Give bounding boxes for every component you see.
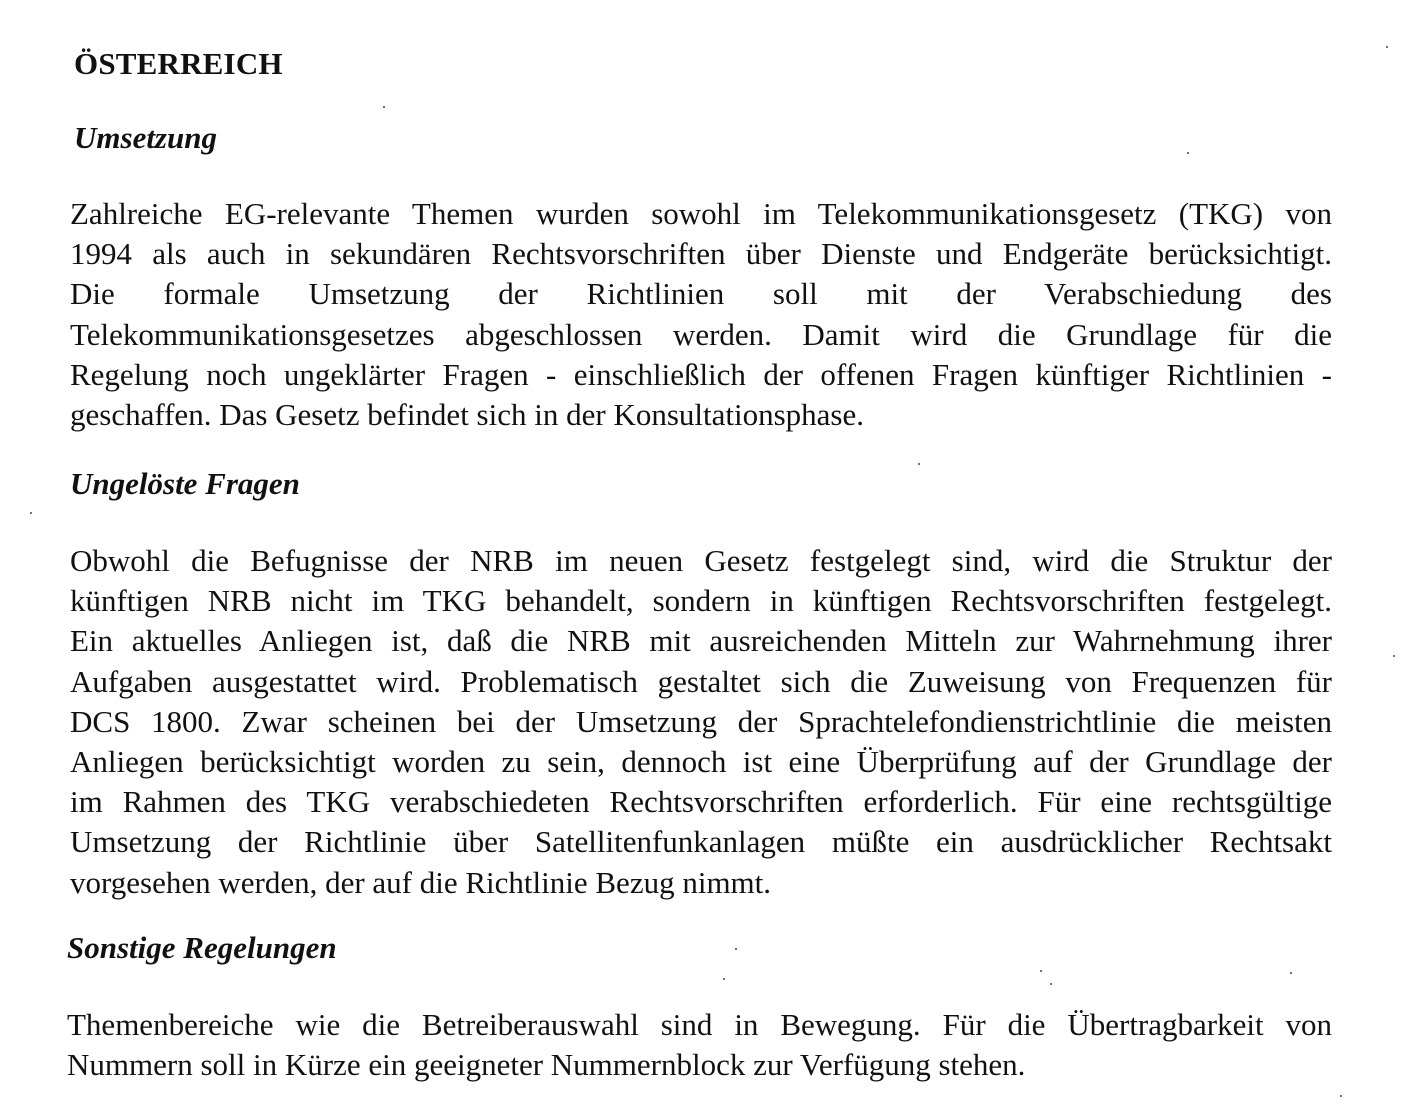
paragraph-line: Umsetzung der Richtlinie über Satellitenfunkanlagen müßte ein ausdrücklicher Rechtsakt (70, 824, 1332, 860)
paragraph-line: Regelung noch ungeklärter Fragen - einschließlich der offenen Fragen künftiger Richtlinien - (70, 356, 1332, 392)
paragraph-line: Aufgaben ausgestattet wird. Problematisch gestaltet sich die Zuweisung von Frequenzen für (70, 663, 1332, 699)
scan-speck (723, 978, 725, 980)
paragraph-line: Nummern soll in Kürze ein geeigneter Nummernblock zur Verfügung stehen. (67, 1047, 1026, 1083)
section-heading-ungeloeste-fragen: Ungelöste Fragen (70, 466, 300, 501)
scan-speck (1393, 655, 1395, 657)
scan-speck (383, 106, 385, 108)
paragraph-line: Ein aktuelles Anliegen ist, daß die NRB mit ausreichenden Mitteln zur Wahrnehmung ihrer (70, 623, 1332, 659)
scan-speck (1386, 46, 1388, 48)
scan-speck (735, 948, 737, 950)
paragraph-line: Anliegen berücksichtigt worden zu sein, dennoch ist eine Überprüfung auf der Grundlage der (70, 744, 1332, 780)
paragraph-line: geschaffen. Das Gesetz befindet sich in der Konsultationsphase. (70, 397, 864, 433)
paragraph-ungeloeste-fragen (70, 541, 1332, 903)
paragraph-line: Zahlreiche EG-relevante Themen wurden sowohl im Telekommunikationsgesetz (TKG) von (70, 196, 1332, 231)
section-heading-umsetzung: Umsetzung (74, 120, 217, 155)
paragraph-umsetzung (70, 194, 1332, 435)
paragraph-line: künftigen NRB nicht im TKG behandelt, sondern in künftigen Rechtsvorschriften festgelegt. (70, 583, 1332, 619)
country-title: ÖSTERREICH (74, 46, 283, 81)
section-heading-sonstige-regelungen: Sonstige Regelungen (67, 930, 337, 965)
paragraph-line: Telekommunikationsgesetzes abgeschlossen werden. Damit wird die Grundlage für die (70, 316, 1332, 352)
paragraph-sonstige-regelungen (67, 1005, 1332, 1085)
paragraph-line: Die formale Umsetzung der Richtlinien soll mit der Verabschiedung des (70, 276, 1332, 312)
scan-speck (1040, 970, 1042, 972)
scan-speck (1340, 1095, 1342, 1097)
scan-speck (1290, 972, 1292, 974)
paragraph-line: Obwohl die Befugnisse der NRB im neuen Gesetz festgelegt sind, wird die Struktur der (70, 543, 1332, 578)
scan-speck (1050, 983, 1052, 985)
scan-speck (30, 512, 32, 514)
paragraph-line: DCS 1800. Zwar scheinen bei der Umsetzung der Sprachtelefondienstrichtlinie die meisten (70, 703, 1332, 739)
paragraph-line: 1994 als auch in sekundären Rechtsvorschriften über Dienste und Endgeräte berücksichtigt. (70, 236, 1332, 272)
paragraph-line: vorgesehen werden, der auf die Richtlinie Bezug nimmt. (70, 864, 772, 900)
scan-speck (1187, 152, 1189, 154)
scan-speck (918, 463, 920, 465)
paragraph-line: Themenbereiche wie die Betreiberauswahl sind in Bewegung. Für die Übertragbarkeit von (67, 1007, 1332, 1042)
paragraph-line: im Rahmen des TKG verabschiedeten Rechtsvorschriften erforderlich. Für eine rechtsgültige (70, 784, 1332, 820)
